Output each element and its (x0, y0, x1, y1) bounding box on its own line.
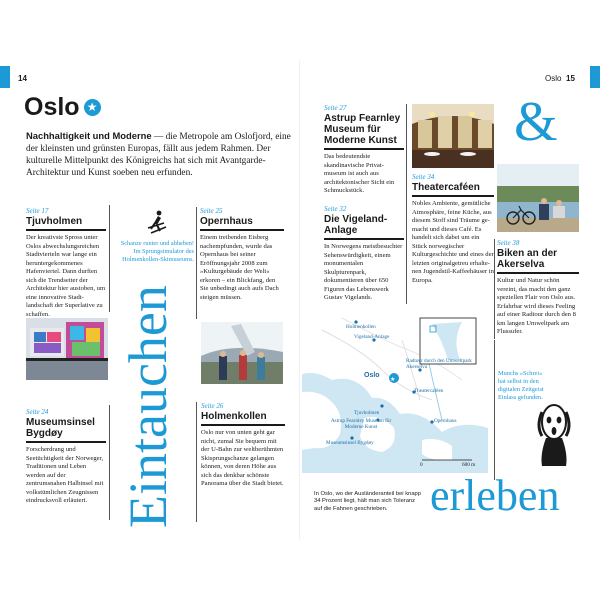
article-theatercafeen (412, 173, 494, 285)
map-scale-zero: 0 (420, 462, 423, 468)
article-underline (26, 441, 106, 443)
article-text: Kultur und Natur schön vereint, das macht den ganz speziellen Flair von Oslo aus. Erfahrbar wird dieses Feeling auf einer Radtour durch den 8 km langen Umweltpark am Flussufer. (497, 277, 576, 335)
title-text: Oslo (24, 92, 80, 121)
map-label-astrup-fearnley: Astrup Fearnley Museum für Moderne Kunst (330, 418, 392, 430)
article-title: Opernhaus (200, 216, 253, 227)
left-page-tab (0, 66, 10, 88)
article-title: Die Vigeland-Anlage (324, 214, 388, 236)
munch-caption: Munchs »Schrei« hat selbst in den digitalen Zeitgeist Einlass gefunden. (498, 370, 544, 401)
article-underline (324, 238, 404, 240)
article-page-ref: Seite 26 (201, 402, 224, 410)
article-text: Nobles Ambiente, gemütliche Atmosphäre, feine Küche, aus diesem Stoff sind Träume gemacht und dieses Café. Es handelt sich dabei um ein Stück norwegischer Kulturgeschichte und eines der letzten originalgetreu erhaltenen Jugendstil-Kaffeehäuser in Europa. (412, 200, 494, 284)
article-tjuvholmen (26, 207, 106, 319)
article-underline (26, 229, 106, 231)
holmenkollen-photo (201, 322, 283, 384)
article-biken (497, 239, 579, 337)
article-text: In Norwegens meistbesuchter Sehenswürdigkeit, einem monumentalen Skulpturenpark, dokumentieren über 650 Figuren das Lebenswerk Gustav Vigelands. (324, 243, 403, 301)
intro-bold: Nachhaltigkeit und Moderne (26, 130, 152, 141)
akerselva-bike-photo (497, 164, 579, 232)
article-title: Holmenkollen (201, 411, 267, 422)
ski-jumper-icon (147, 210, 167, 234)
left-column-divider-lower (109, 405, 110, 520)
article-title: Biken an der Akerselva (497, 248, 558, 270)
article-text: Oslo nur von unten geht gar nicht, zumal Sie bequem mit der U-Bahn zur weltberühmten Skisprungschanze gelangen können, von deren Höhe aus sich das denkbar schönste Panorama über die Stadt bietet. (201, 429, 284, 487)
article-underline (412, 195, 494, 197)
intro-text: — die Metropole am Oslofjord, eine der kleinsten und grünsten Europas, fällt aus jedem Rahmen. Der kulturelle Mittelpunkt des Königreichs hat sich mit Avantgarde-Architektur und Kunst soeben neu erfunden. (26, 132, 291, 178)
map-label-opernhaus: Opernhaus (434, 418, 457, 424)
word-erleben: erleben (430, 471, 560, 520)
article-page-ref: Seite 34 (412, 173, 435, 181)
map-caption: In Oslo, wo der Ausländeranteil bei knapp 34 Prozent liegt, hält man sich Toleranz auf die Fahnen geschrieben. (314, 491, 421, 512)
star-icon: ★ (84, 99, 101, 116)
page-title (24, 92, 101, 122)
ampersand-glyph: & (514, 91, 558, 153)
map-label-radtour: Radtour durch den Umweltpark Akerselva (406, 358, 472, 370)
article-opernhaus (200, 207, 284, 302)
article-page-ref: Seite 32 (324, 205, 347, 213)
article-astrup-fearnley (324, 104, 404, 196)
holmenkollen-column-divider (196, 402, 197, 522)
article-vigeland (324, 205, 404, 303)
article-text: Das bedeutendste skandinavische Privatmuseum ist auch aus architektonischer Sicht ein Schmuckstück. (324, 153, 395, 194)
left-page-number: 14 (18, 74, 27, 83)
opera-column-divider (196, 207, 197, 319)
tjuvholmen-photo (26, 318, 108, 380)
article-page-ref: Seite 38 (497, 239, 520, 247)
biken-column-divider (494, 239, 495, 339)
article-page-ref: Seite 24 (26, 408, 49, 416)
ski-simulator-caption: Schanze runter und abheben! Im Sprungsimulator des Holmenkollen-Skimuseums. (120, 240, 194, 263)
article-underline (497, 272, 579, 274)
astrup-column-divider (406, 104, 407, 304)
article-title: Theatercaféen (412, 182, 480, 193)
map-scale-600m: 600 m (462, 462, 476, 468)
article-page-ref: Seite 27 (324, 104, 347, 112)
article-text: Forscherdrang und Seetüchtigkeit der Norweger, Traditionen und Leben werden auf der zentrumsnahen Halbinsel mit volkstümlichen Zeugnissen eindrucksvoll erläutert. (26, 446, 104, 504)
left-column-divider (109, 205, 110, 312)
map-column-divider (494, 340, 495, 480)
article-page-ref: Seite 25 (200, 207, 223, 215)
page-gutter (299, 60, 300, 540)
svg-text:★: ★ (390, 377, 396, 383)
article-title: Museumsinsel Bygdøy (26, 417, 95, 439)
theatercafeen-photo (412, 104, 494, 168)
map-label-tjuvholmen: Tjuvholmen (354, 410, 380, 416)
article-text: Der kreativste Spross unter Oslos abwechslungsreichen Stadtvierteln war lange ein heruntergekommenes Hafenviertel. Dann durften sich die Trendsetter der Architektur hier austoben, um eine innovative Stadtlandschaft der Superlative zu schaffen. (26, 234, 106, 318)
right-page-tab (590, 66, 600, 88)
vertical-word-eintauchen: Eintauchen (118, 285, 178, 528)
map-label-bygdoy: Museumsinsel Bygdøy (326, 440, 374, 446)
map-label-vigeland: Vigeland-Anlage (354, 334, 390, 340)
article-page-ref: Seite 17 (26, 207, 49, 215)
oslo-map (302, 310, 488, 473)
article-text: Einem treibenden Eisberg nachempfunden, wurde das Opernhaus bei seiner Eröffnungsjahr 2008 zum »Kulturgebäude der Welt« erkoren – ein Blickfang, den Sie unbedingt auch aufs Dach steigen müssen. (200, 234, 279, 301)
right-page-number: 15 (566, 74, 575, 83)
article-title: Tjuvholmen (26, 216, 83, 227)
article-underline (201, 424, 285, 426)
map-label-theatercafeen: Theatercaféen (414, 388, 444, 394)
article-underline (324, 148, 404, 150)
intro-paragraph (26, 130, 296, 179)
article-holmenkollen (201, 402, 285, 489)
scream-icon (532, 402, 576, 466)
map-label-oslo: Oslo (364, 372, 380, 379)
right-running-title: Oslo (545, 74, 562, 83)
article-bygdoy (26, 408, 106, 506)
map-label-holmenkollen: Holmenkollen (346, 324, 376, 330)
article-title: Astrup Fearnley Museum für Moderne Kunst (324, 113, 401, 146)
article-underline (200, 229, 284, 231)
